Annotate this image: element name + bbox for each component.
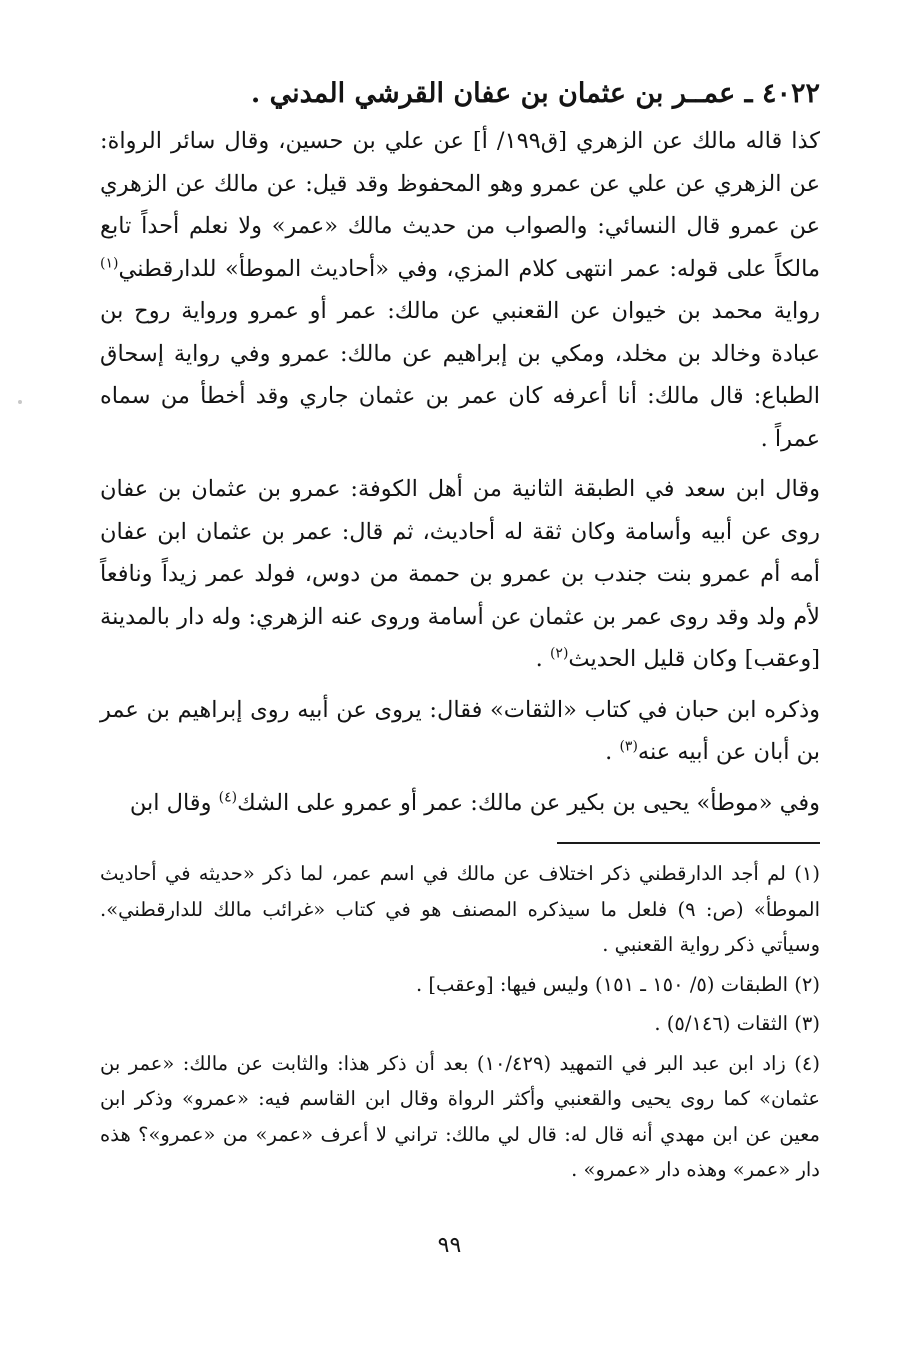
- paragraph-1: [100, 120, 820, 460]
- paragraph-3-end: .: [605, 739, 620, 765]
- footnote-4-cont: «عمر بن عثمان» كما روى يحيى والقعنبي وأكثر الرواة وقال ابن القاسم فيه: «عمرو» وذكر ابن معين عن ابن مهدي أنه قال له: قال لي مالك: تراني لا أعرف «عمر» من «عمرو»؟ هذه دار «عمر» وهذه دار «عمرو» .: [100, 1051, 820, 1181]
- footnote-ref-4: (٤): [218, 789, 238, 805]
- footnote-3: (٣) الثقات (٥/١٤٦) .: [654, 1012, 820, 1035]
- paragraph-3-text: وذكره ابن حبان في كتاب «الثقات» فقال: يروى عن أبيه روى إبراهيم بن عمر بن أبان عن أبيه عنه: [100, 696, 820, 765]
- paragraph-2-end: .: [535, 646, 550, 672]
- paragraph-4-text: وفي «موطأ» يحيى بن بكير عن مالك: عمر أو عمرو على الشك: [237, 789, 820, 816]
- footnote-ref-1: (١): [100, 255, 119, 271]
- margin-dot: [18, 400, 22, 404]
- page-content: [100, 70, 820, 1192]
- footnote-4-head: (٤) زاد ابن عبد البر في التمهيد (١٠/٤٢٩) بعد أن ذكر هذا: والثابت عن مالك:: [182, 1051, 820, 1075]
- footnote-1: [100, 856, 820, 963]
- entry-heading: ٤٠٢٢ ـ عمــر بن عثمان بن عفان القرشي المدني .: [250, 78, 820, 109]
- footnote-divider: [557, 842, 820, 844]
- paragraph-2-text: وقال ابن سعد في الطبقة الثانية من أهل الكوفة: عمرو بن عثمان بن عفان روى عن أبيه وأسامة وكان ثقة له أحاديث، ثم قال: عمر بن عثمان ابن عفان أمه أم عمرو بنت جندب بن عمرو بن حممة من دوس، فولد عمر زيداً ونافعاً لأم ولد وقد روى عمر بن عثمان عن أسامة وروى عنه الزهري: وله دار بالمدينة [وعقب] وكان قليل الحديث: [100, 476, 820, 672]
- page-number: ٩٩: [437, 1233, 462, 1258]
- footnote-ref-3: (٣): [619, 738, 638, 755]
- footnote-1-head: (١) لم أجد الدارقطني ذكر اختلاف عن مالك في اسم عمر، لما ذكر «حديثه في: [164, 862, 820, 885]
- paragraph-1-rest: رواية محمد بن خيوان عن القعنبي عن مالك: عمر أو عمرو ورواية روح بن عبادة وخالد بن مخلد، ومكي بن إبراهيم عن مالك: عمرو وفي رواية إسحاق الطباع: قال مالك: أنا أعرفه كان عمر بن عثمان جاري وقد أخطأ من سماه عمراً .: [100, 298, 820, 452]
- footnote-2: (٢) الطبقات (٥/ ١٥٠ ـ ١٥١) وليس فيها: [وعقب] .: [415, 972, 820, 996]
- paragraph-4-end: وقال ابن: [129, 789, 219, 816]
- main-text: [100, 120, 820, 824]
- footnotes: [100, 856, 820, 1188]
- footnote-1-cont: أحاديث الموطأ» (ص: ٩) فلعل ما سيذكره المصنف هو في كتاب «غرائب مالك للدارقطني». وسيأتي ذكر رواية القعنبي .: [100, 862, 820, 956]
- footnote-4: [100, 1046, 820, 1188]
- paragraph-3: [100, 689, 820, 774]
- paragraph-1-text: كذا قاله مالك عن الزهري [ق١٩٩/ أ] عن علي بن حسين، وقال سائر الرواة: عن الزهري عن علي عن عمرو وهو المحفوظ وقد قيل: عن مالك عن الزهري عن عمرو قال النسائي: والصواب من حديث مالك «عمر» ولا نعلم أحداً تابع مالكاً على قوله: عمر انتهى كلام المزي، وفي «أحاديث الموطأ» للدارقطني: [100, 128, 820, 282]
- footnote-ref-2: (٢): [549, 645, 569, 662]
- paragraph-2: [100, 468, 820, 681]
- paragraph-4: [100, 782, 820, 825]
